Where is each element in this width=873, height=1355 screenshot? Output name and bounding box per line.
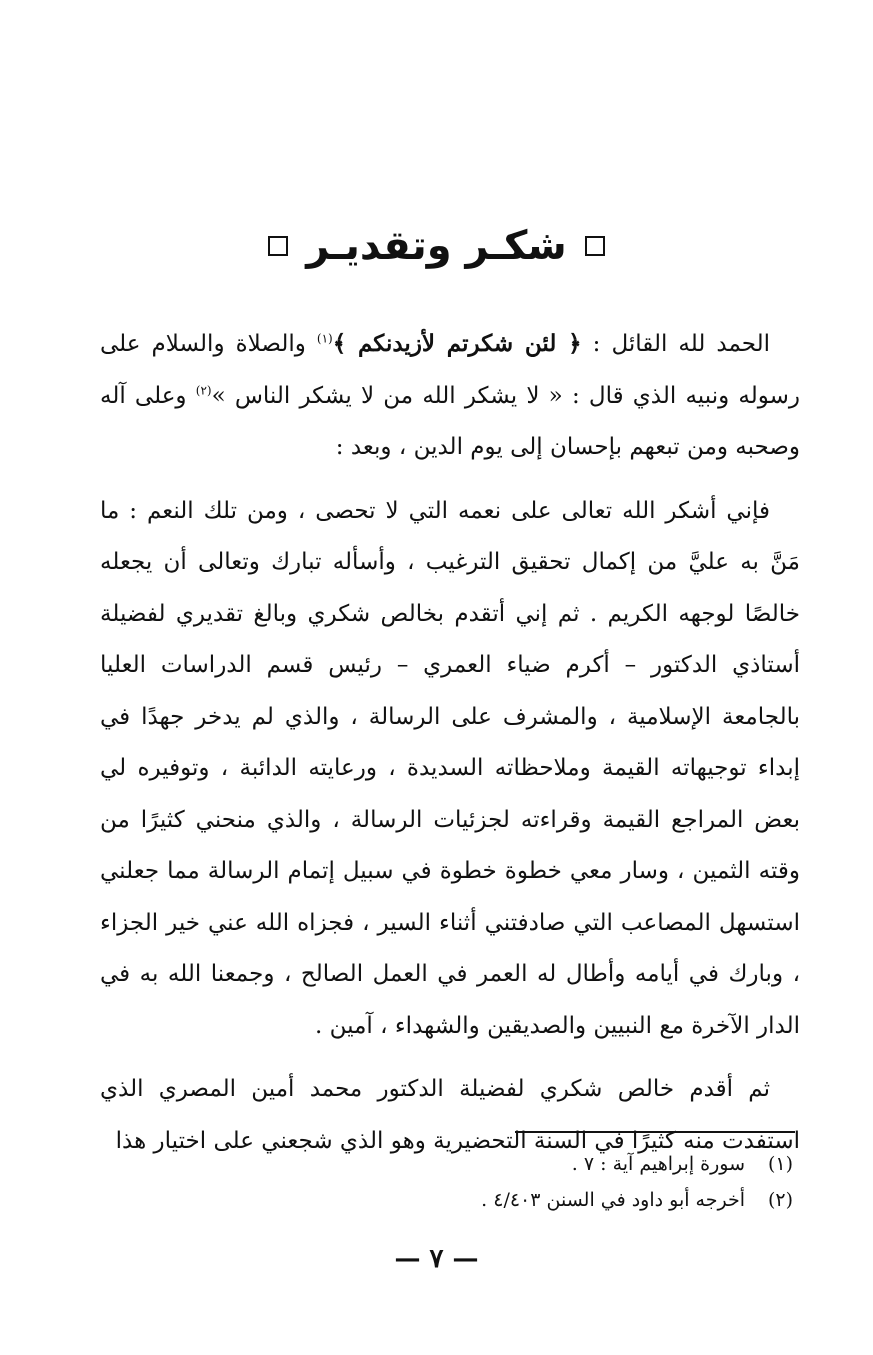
footnote-text: أخرجه أبو داود في السنن ٤/٤٠٣ . <box>481 1189 745 1211</box>
footnote-text: سورة إبراهيم آية : ٧ . <box>571 1153 745 1175</box>
opening-text-end: وعلى آله وصحبه ومن تبعهم بإحسان إلى يوم الدين ، وبعد : <box>100 382 800 460</box>
opening-text: الحمد لله القائل : <box>581 331 771 357</box>
footnotes <box>193 1146 793 1218</box>
body-text <box>100 318 800 1167</box>
paragraph-thanks-second: ثم أقدم خالص شكري لفضيلة الدكتور محمد أمين المصري الذي استفدت منه كثيرًا في السنة التحضيرية وهو الذي شجعني على اختيار هذا <box>100 1076 800 1154</box>
footnote-number: (٢) <box>767 1189 793 1211</box>
heading-title: شكـر وتقديـر <box>306 223 567 269</box>
paragraph-thanks-supervisor: فإني أشكر الله تعالى على نعمه التي لا تحصى ، ومن تلك النعم : ما مَنَّ به عليَّ من إكمال تحقيق الترغيب ، وأسأله تبارك وتعالى أن يجعله خالصًا لوجهه الكريم . ثم إني أتقدم بخالص شكري وبالغ تقديري لفضيلة أستاذي الدكتور – أكرم ضياء العمري – رئيس قسم الدراسات العليا بالجامعة الإسلامية ، والمشرف على الرسالة ، والذي لم يدخر جهدًا في إبداء توجيهاته القيمة وملاحظاته السديدة ، ورعايته الدائبة ، وتوفيره لي بعض المراجع القيمة وقراءته لجزئيات الرسالة ، والذي منحني كثيرًا من وقته الثمين ، وسار معي خطوة خطوة في سبيل إتمام الرسالة مما جعلني استسهل المصاعب التي صادفتني أثناء السير ، فجزاه الله عني خير الجزاء ، وبارك في أيامه وأطال له العمر في العمل الصالح ، وجمعنا الله به في الدار الآخرة مع النبيين والصديقين والشهداء ، آمين . <box>100 497 801 1039</box>
footnote-ref-1: (١) <box>316 331 333 346</box>
heading-box-right-ornament <box>585 236 605 256</box>
opening-text-cont: والصلاة والسلام على رسوله ونبيه الذي قال : « لا يشكر الله من لا يشكر الناس » <box>100 331 800 409</box>
footnote-item <box>193 1146 793 1182</box>
heading-box-left-ornament <box>268 236 288 256</box>
footnote-number: (١) <box>767 1153 793 1175</box>
footnote-divider <box>515 1131 795 1133</box>
page-heading <box>0 218 873 274</box>
footnote-ref-2: (٢) <box>195 382 212 397</box>
quran-verse: ﴿ لئن شكرتم لأزيدنكم ﴾ <box>332 330 582 357</box>
footnote-item <box>193 1182 793 1218</box>
page-number: — ٧ — <box>394 1244 479 1274</box>
paragraph-opening <box>100 318 800 474</box>
